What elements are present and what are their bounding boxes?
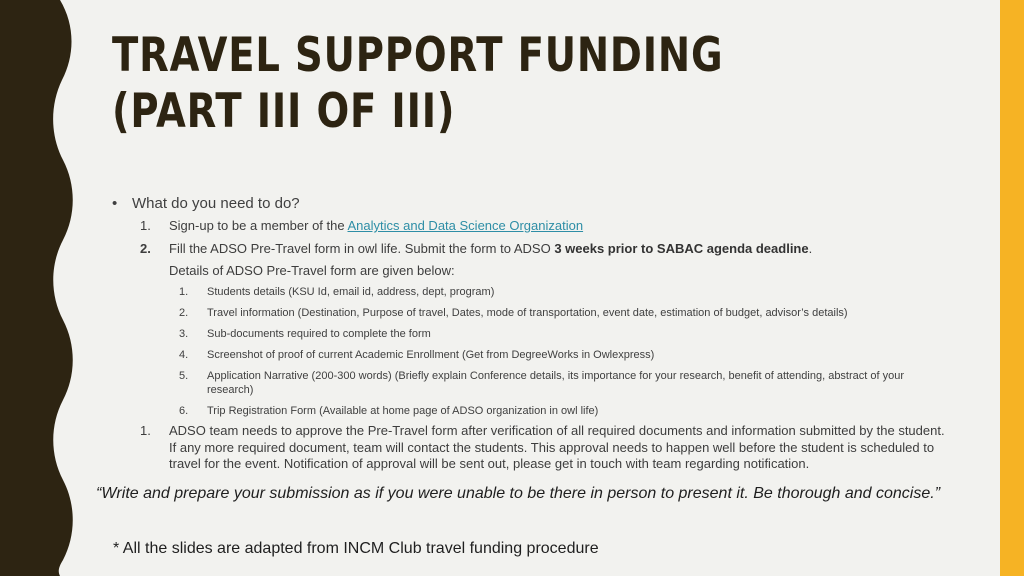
right-accent-bar: [1000, 0, 1024, 576]
adso-organization-link[interactable]: Analytics and Data Science Organization: [347, 218, 584, 233]
detail-number: 3.: [179, 328, 189, 340]
detail-number: 2.: [179, 307, 189, 319]
step-number: 2.: [140, 241, 151, 256]
form-detail-item: [112, 369, 952, 397]
footnote: * All the slides are adapted from INCM Club travel funding procedure: [113, 540, 599, 557]
detail-text: Trip Registration Form (Available at home page of ADSO organization in owl life): [207, 405, 599, 417]
steps-list: [112, 218, 952, 257]
advice-quote: “Write and prepare your submission as if you were unable to be there in person to present it. Be thorough and concise.”: [96, 485, 941, 502]
step-text: Sign-up to be a member of the: [169, 218, 348, 233]
step-item: [112, 218, 952, 234]
detail-text: Sub-documents required to complete the form: [207, 328, 431, 340]
step-text: Fill the ADSO Pre-Travel form in owl life. Submit the form to ADSO: [169, 241, 555, 256]
slide-title: TRAVEL SUPPORT FUNDING (PART III OF III): [112, 28, 724, 139]
bullet-dot-icon: •: [112, 195, 118, 212]
left-wave-decoration: [0, 0, 80, 576]
step-item: [112, 241, 952, 257]
form-detail-item: [112, 404, 952, 418]
deadline-emphasis: 3 weeks prior to SABAC agenda deadline: [554, 241, 809, 256]
detail-text: Screenshot of proof of current Academic Enrollment (Get from DegreeWorks in Owlexpress): [207, 349, 655, 361]
detail-number: 1.: [179, 286, 189, 298]
step-text-end: .: [808, 241, 813, 256]
form-detail-item: [112, 327, 952, 341]
step-number: 1.: [140, 423, 151, 438]
form-detail-item: [112, 348, 952, 362]
slide-content: [112, 194, 952, 473]
form-detail-item: [112, 306, 952, 320]
approval-step: [112, 423, 952, 473]
details-intro: Details of ADSO Pre-Travel form are given below:: [169, 263, 455, 278]
detail-number: 4.: [179, 349, 189, 361]
form-detail-item: [112, 285, 952, 299]
question-bullet: [112, 194, 952, 214]
detail-text: Application Narrative (200-300 words) (Briefly explain Conference details, its importance for your research, benefit of attending, abstract of your research): [207, 370, 905, 396]
detail-text: Students details (KSU Id, email id, address, dept, program): [207, 286, 495, 298]
detail-text: Travel information (Destination, Purpose of travel, Dates, mode of transportation, event date, estimation of budget, advisor’s details): [207, 307, 848, 319]
step-number: 1.: [140, 218, 151, 233]
detail-number: 5.: [179, 370, 189, 382]
detail-number: 6.: [179, 405, 189, 417]
form-details-list: [112, 285, 952, 418]
approval-text: ADSO team needs to approve the Pre-Travel form after verification of all required documents and information submitted by the student. If any more required document, team will contact the students. This approval needs to happen well before the student is scheduled to travel for the event. Notification of approval will be sent out, please get in touch with team regarding notification.: [169, 423, 945, 471]
question-text: What do you need to do?: [132, 195, 300, 212]
